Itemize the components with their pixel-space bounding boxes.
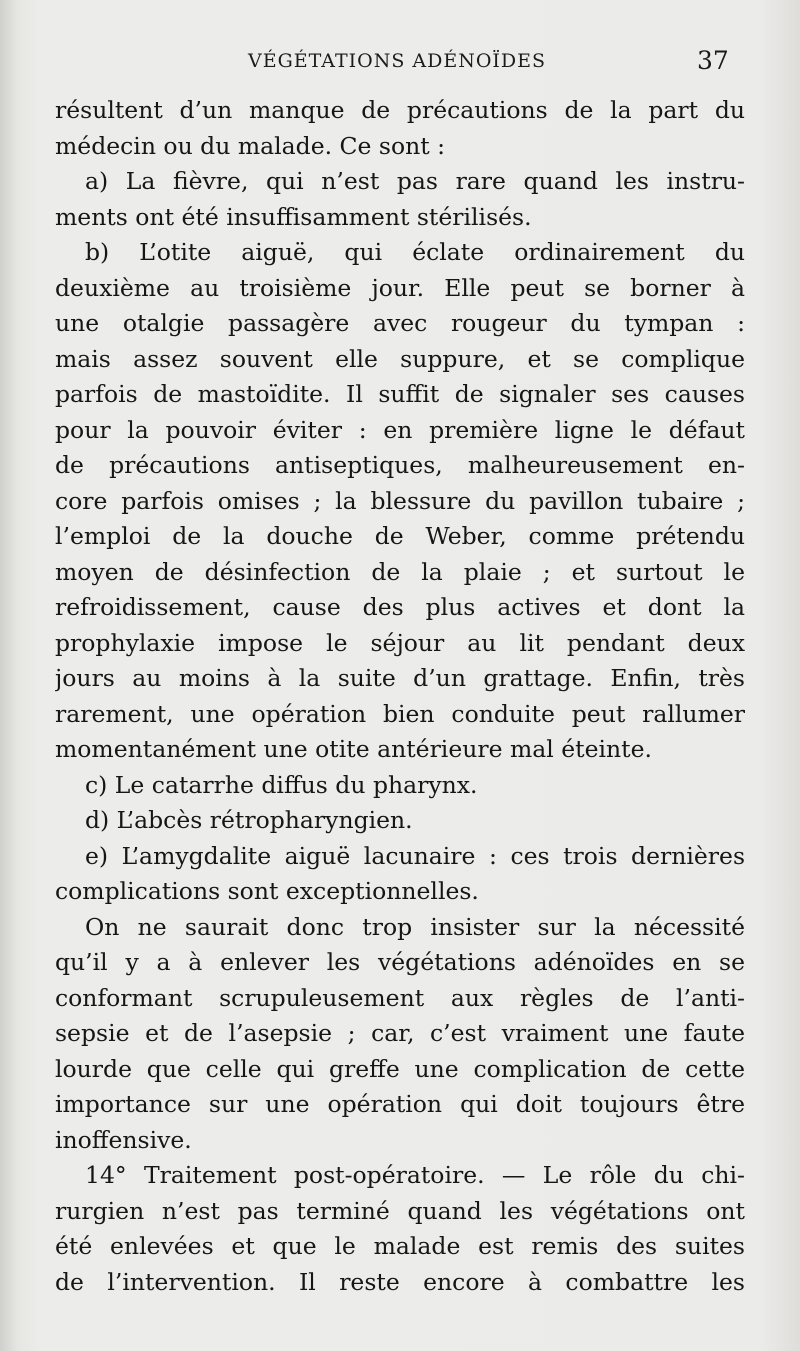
text-line: momentanément une otite antérieure mal éteinte. — [55, 735, 652, 763]
text-line: moyen de désinfection de la plaie ; et surtout le — [55, 557, 745, 586]
text-line: rarement, une opération bien conduite peut rallumer — [55, 699, 745, 728]
text-line: ments ont été insuffisamment stérilisés. — [55, 202, 532, 231]
text-line: résultent d’un manque de précautions de la part du — [55, 96, 745, 124]
text-line: médecin ou du malade. Ce sont : — [55, 131, 446, 160]
text-line: e) L’amygdalite aiguë lacunaire : ces trois dernières — [85, 841, 745, 870]
text-line: importance sur une opération qui doit toujours être — [55, 1090, 745, 1118]
text-line: une otalgie passagère avec rougeur du tympan : — [55, 309, 745, 337]
text-line: prophylaxie impose le séjour au lit pendant deux — [55, 628, 745, 657]
text-line: refroidissement, cause des plus actives et dont la — [55, 593, 745, 621]
text-line: complications sont exceptionnelles. — [55, 877, 479, 905]
text-line: qu’il y a à enlever les végétations adénoïdes en se — [55, 948, 745, 976]
text-line: b) L’otite aiguë, qui éclate ordinairement du — [85, 238, 745, 266]
text-line: de l’intervention. Il reste encore à combattre les — [55, 1267, 745, 1296]
text-line: été enlevées et que le malade est remis des suites — [55, 1232, 745, 1260]
text-line: sepsie et de l’asepsie ; car, c’est vraiment une faute — [55, 1019, 745, 1047]
running-title: VÉGÉTATIONS ADÉNOÏDES — [248, 50, 547, 72]
text-line: lourde que celle qui greffe une complication de cette — [55, 1054, 745, 1083]
text-line: conformant scrupuleusement aux règles de l’anti- — [55, 983, 745, 1012]
text-line: parfois de mastoïdite. Il suffit de signaler ses causes — [55, 380, 745, 408]
text-line: rurgien n’est pas terminé quand les végétations ont — [55, 1196, 745, 1225]
text-line: core parfois omises ; la blessure du pavillon tubaire ; — [55, 486, 745, 515]
text-line: d) L’abcès rétropharyngien. — [85, 806, 413, 834]
text-line: deuxième au troisième jour. Elle peut se borner à — [55, 273, 745, 302]
text-line: 14° Traitement post-opératoire. — Le rôle du chi- — [85, 1161, 745, 1189]
text-line: a) La fièvre, qui n’est pas rare quand les instru- — [85, 167, 745, 195]
page-header — [0, 46, 800, 82]
text-line: mais assez souvent elle suppure, et se complique — [55, 344, 745, 373]
text-line: inoffensive. — [55, 1125, 192, 1154]
text-line: pour la pouvoir éviter : en première ligne le défaut — [55, 415, 745, 444]
text-line: l’emploi de la douche de Weber, comme prétendu — [55, 522, 745, 550]
text-line: On ne saurait donc trop insister sur la nécessité — [85, 912, 745, 941]
body-text — [55, 93, 745, 1300]
text-line: c) Le catarrhe diffus du pharynx. — [85, 770, 478, 799]
text-line: jours au moins à la suite d’un grattage. Enfin, très — [55, 664, 745, 692]
page-number: 37 — [697, 46, 729, 75]
text-line: de précautions antiseptiques, malheureusement en- — [55, 451, 745, 479]
